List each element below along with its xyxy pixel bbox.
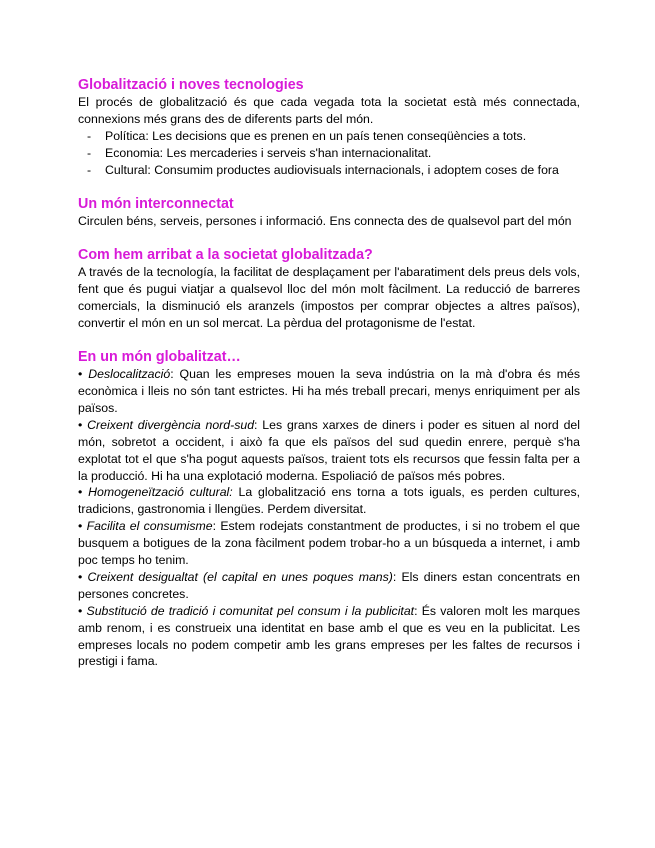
list-item-text: Cultural: Consumim productes audiovisuals internacionals, i adoptem coses de fora [105,162,559,177]
dash-list [78,128,580,179]
bullet-term: Substitució de tradició i comunitat pel consum i la publicitat [86,603,415,618]
bullet-marker: • [78,367,83,382]
section-heading: Com hem arribat a la societat globalitzada? [78,247,373,264]
bullet-marker: • [78,569,83,584]
list-item [78,162,580,179]
section-heading: En un món globalitzat… [78,349,241,366]
bullet-term: Deslocalització [88,367,171,382]
bullet-marker: • [78,519,83,534]
bullet-description: És valoren molt les marques amb renom, i es construeix una identitat en base amb el que es veu en la publicitat. Les empreses locals no podem competir amb les grans empreses per les faltes de recursos i prestigi i fama. [78,603,580,669]
section-heading: Un món interconnectat [78,195,234,212]
section-globalitzacio [78,77,580,179]
list-item-text: Política: Les decisions que es prenen en un país tenen conseqüències a tots. [105,128,527,143]
bullet-description: Quan les empreses mouen la seva indústria on la mà d'obra és més econòmica i lleis no són tant estrictes. Hi ha més treball precari, menys enriquiment per als països. [78,367,581,415]
bullet-term: Creixent divergència nord-sud [87,417,255,432]
bullet-term: Facilita el consumisme [86,519,213,534]
dash-marker: - [87,128,92,143]
paragraph: Circulen béns, serveis, persones i informació. Ens connecta des de qualsevol part del món [78,213,572,228]
bullet-marker: • [78,485,83,500]
bullet-marker: • [78,603,83,618]
bullet-description: Estem rodejats constantment de productes, i si no trobem el que busquem a botigues de la zona fàcilment podem trobar-ho a un búsqueda a internet, i amb poc temps ho tenim. [78,519,581,568]
bullet-term: Homogeneïtzació cultural: [88,485,233,500]
document-page [78,77,580,670]
paragraph: El procés de globalització és que cada vegada tota la societat està més connectada, connexions més grans des de diferents parts del món. [78,95,580,126]
bullet-separator: : [254,417,258,432]
bullet-separator: : [212,519,217,534]
bullet-item [78,518,580,569]
section-societat-globalitzada [78,247,580,332]
bullet-separator: : [170,367,174,382]
bullet-item [78,366,580,417]
section-mon-interconnectat [78,196,580,230]
bullet-description: La globalització ens torna a tots iguals, es perden cultures, tradicions, gastronomia i llengües. Perdem diversitat. [78,485,581,517]
bullet-marker: • [78,417,83,432]
bullet-item [78,603,580,671]
bullet-item [78,417,580,485]
list-item-text: Economia: Les mercaderies i serveis s'han internacionalitat. [105,145,432,160]
bullet-separator: : [392,569,397,584]
bullet-term: Creixent desigualtat (el capital en unes poques mans) [87,569,393,584]
bullet-separator: : [414,603,418,618]
bullet-description: Les grans xarxes de diners i poder es situen al nord del món, sobretot a occident, i això fa que els països del sud quedin enrere, perquè s'ha explotat tot el que s'ha pogut aquests països, traient tots els recursos que fessin falta per a la producció. Hi ha una explotació moderna. Espoliació de països més pobres. [78,417,581,483]
dash-marker: - [87,145,92,160]
paragraph: A través de la tecnología, la facilitat de desplaçament per l'abaratiment dels preus dels vols, fent que és pugui viatjar a qualsevol lloc del món molt fàcilment. La reducció de barreres comercials, la disminució els aranzels (impostos per comprar objectes a altres països), convertir el món en un sol mercat. La pèrdua del protagonisme de l'estat. [78,265,580,331]
section-heading: Globalització i noves tecnologies [78,77,304,93]
bullet-item [78,569,580,603]
bullet-description: Els diners estan concentrats en persones concretes. [78,569,580,601]
list-item [78,128,580,145]
section-mon-globalitzat [78,349,580,670]
bullet-item [78,484,580,518]
dash-marker: - [87,162,92,177]
list-item [78,145,580,162]
